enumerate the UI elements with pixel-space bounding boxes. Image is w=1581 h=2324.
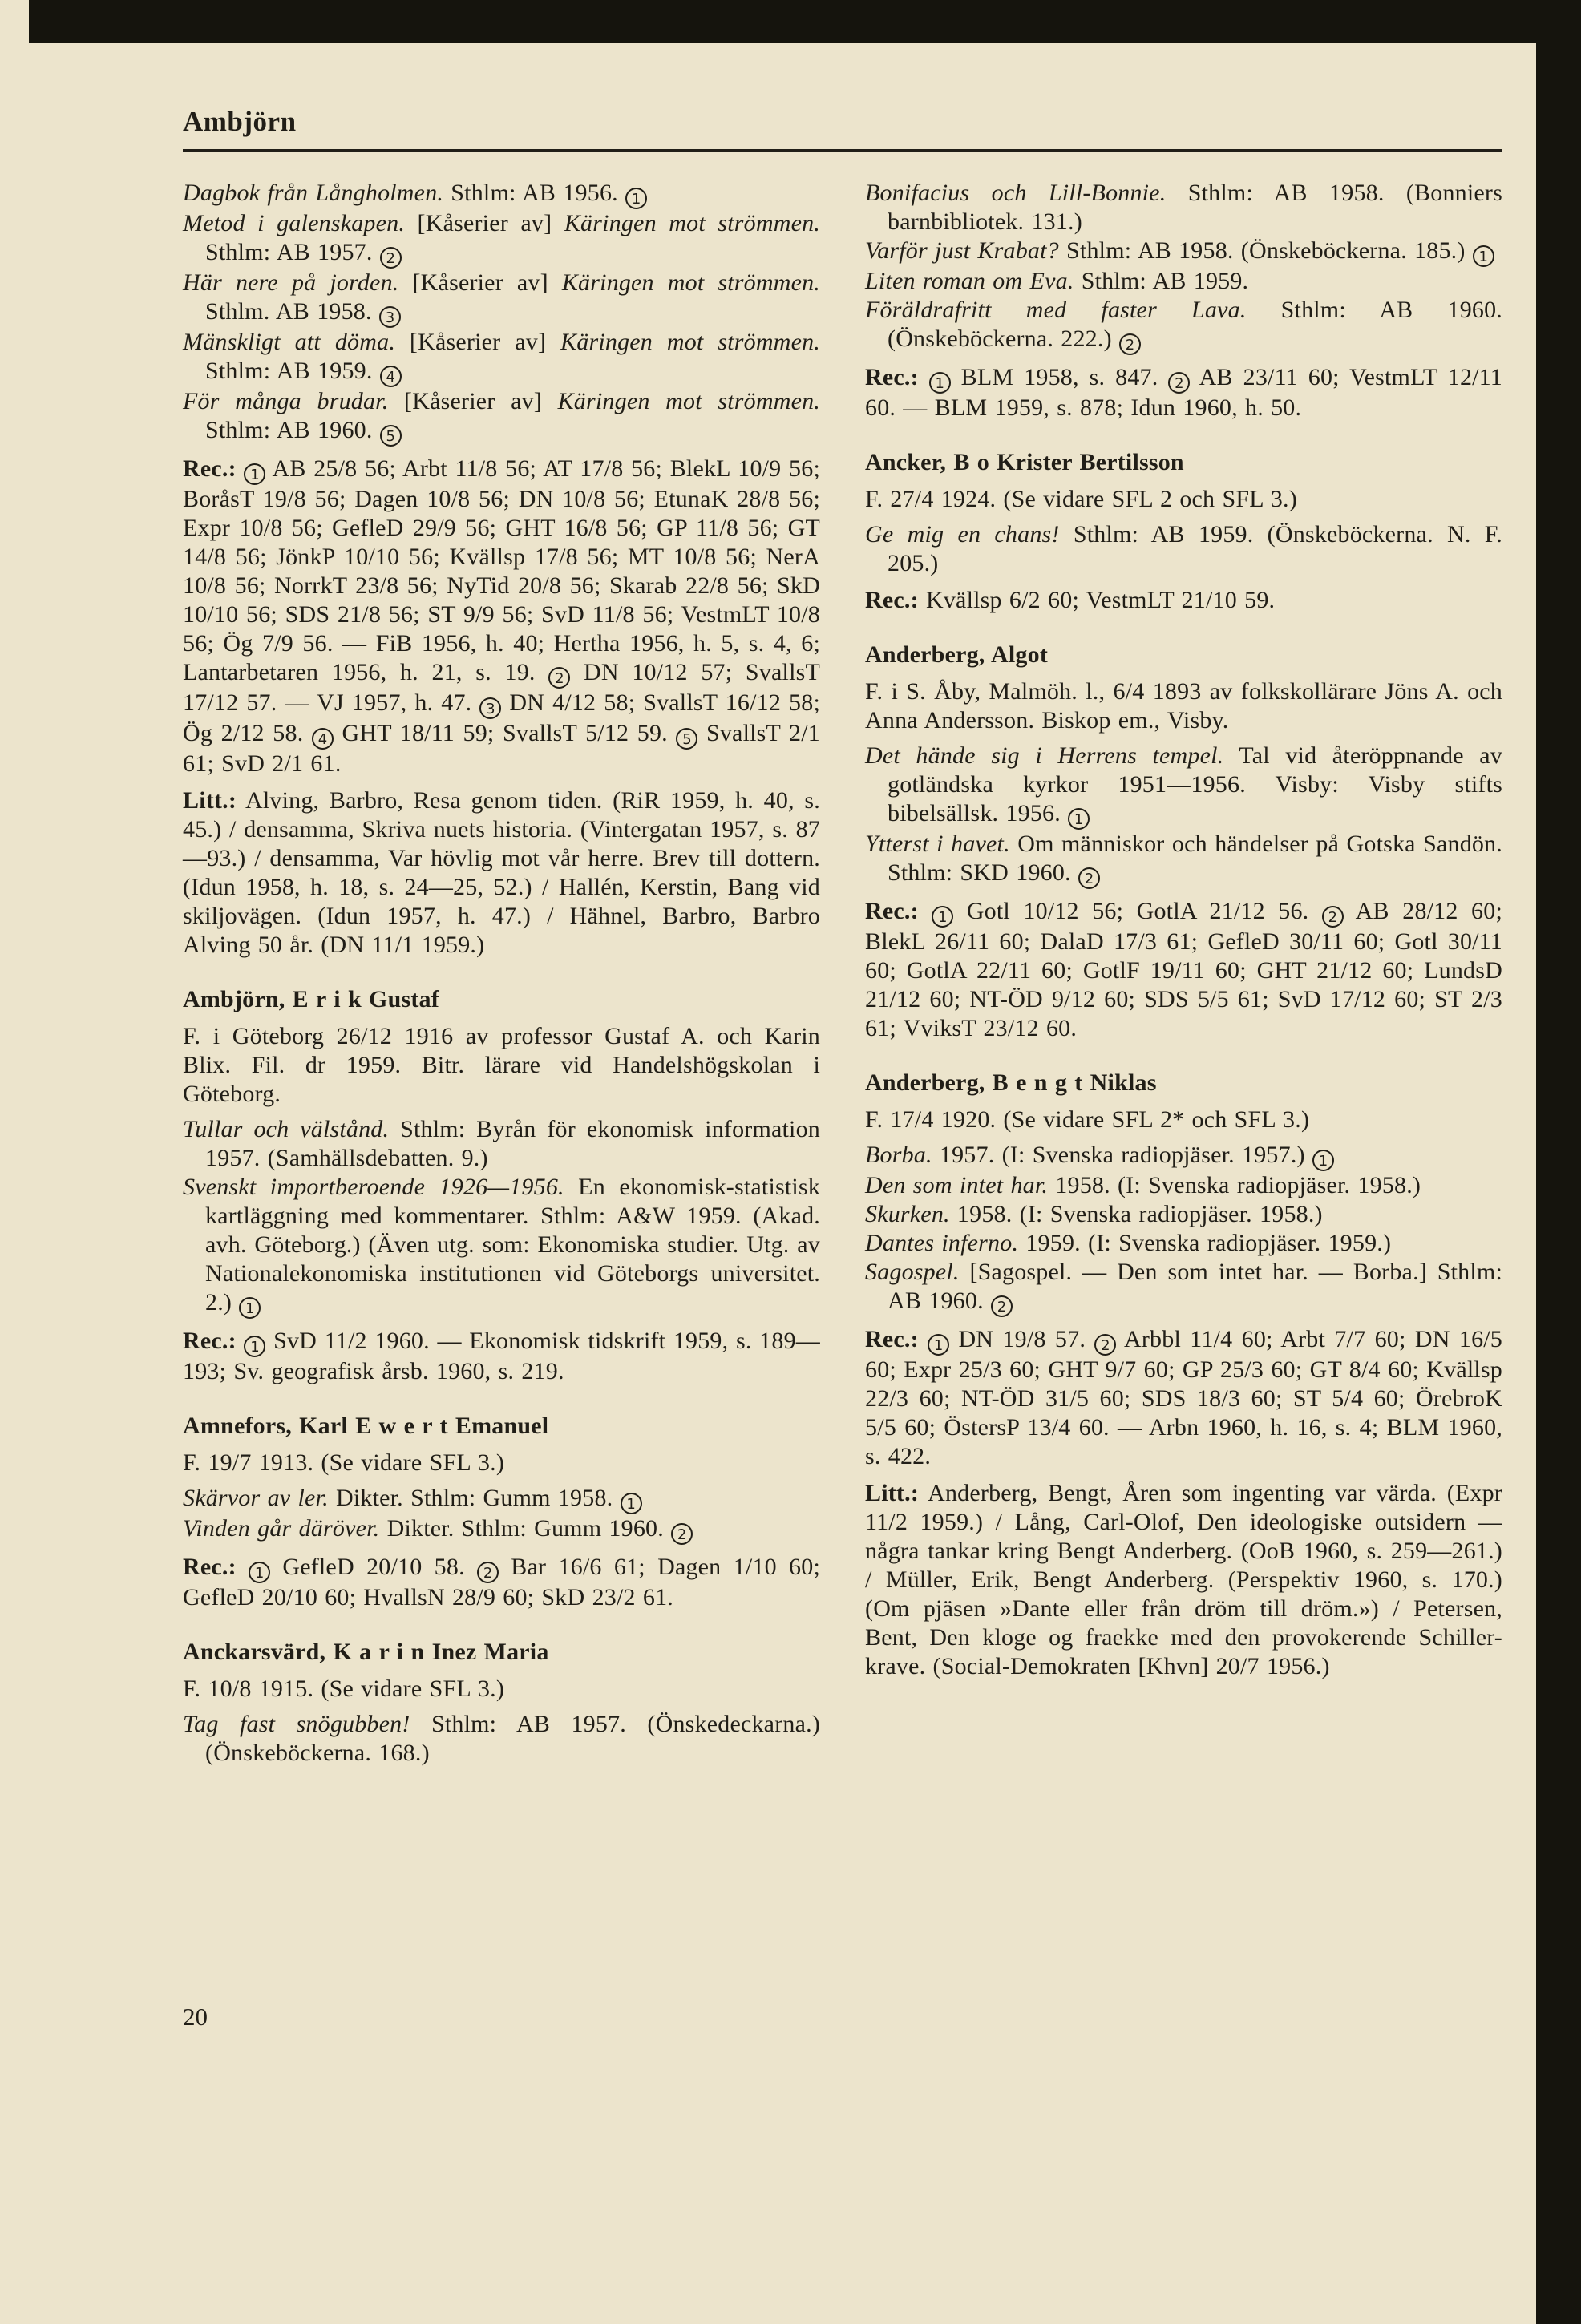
reviews-paragraph: Rec.: 1 BLM 1958, s. 847. 2 AB 23/11 60; VestmLT 12/11 60. — BLM 1959, s. 878; Idun 1960, h. 50. — [865, 364, 1502, 421]
work-entry: Skurken. 1958. (I: Svenska radiopjäser. 1958.) — [865, 1201, 1323, 1227]
circled-number-1: 1 — [239, 1297, 261, 1319]
work-entry: Vinden går däröver. Dikter. Sthlm: Gumm 1960. 2 — [183, 1514, 820, 1545]
circled-number-1: 1 — [249, 1562, 270, 1583]
circled-number-1: 1 — [928, 1334, 949, 1356]
biography-paragraph: F. 27/4 1924. (Se vidare SFL 2 och SFL 3.) — [865, 486, 1297, 512]
circled-number-2: 2 — [548, 667, 570, 689]
circled-number-1: 1 — [1312, 1150, 1334, 1171]
circled-number-4: 4 — [380, 366, 402, 387]
circled-number-5: 5 — [380, 425, 402, 447]
work-entry: Tullar och välstånd. Sthlm: Byrån för ekonomisk information 1957. (Samhällsdebatten. 9.) — [183, 1116, 820, 1171]
work-entry: Tag fast snögubben! Sthlm: AB 1957. (Önskedeckarna.) (Önskeböckerna. 168.) — [183, 1711, 820, 1766]
author-heading: Anderberg, Algot — [865, 641, 1049, 668]
work-entry: Bonifacius och Lill-Bonnie. Sthlm: AB 1958. (Bonniers barnbibliotek. 131.) — [865, 180, 1502, 235]
work-entry: Här nere på jorden. [Kåserier av] Käringen mot strömmen. Sthlm. AB 1958. 3 — [183, 269, 820, 326]
work-entry: Ytterst i havet. Om människor och händelser på Gotska Sandön. Sthlm: SKD 1960. 2 — [865, 831, 1503, 887]
reviews-paragraph: Rec.: 1 AB 25/8 56; Arbt 11/8 56; AT 17/8 56; BlekL 10/9 56; BoråsT 19/8 56; Dagen 10/8 56; DN 10/8 56; EtunaK 28/8 56; Expr 10/8 56; GefleD 29/9 56; GHT 16/8 56; GP 11/8 56; GT 14/8 56; JönkP 10/10 56; Kvällsp 17/8 56; MT 10/8 56; NerA 10/8 56; NorrkT 23/8 56; NyTid 20/8 56; Skarab 22/8 56; SkD 10/10 56; SDS 21/8 56; ST 9/9 56; SvD 11/8 56; VestmLT 10/8 56; Ög 7/9 56. — FiB 1956, h. 40; Hertha 1956, h. 5, s. 4, 6; Lantarbetaren 1956, h. 21, s. 19. 2 DN 10/12 57; SvallsT 17/12 57. — VJ 1957, h. 47. 3 DN 4/12 58; SvallsT 16/12 58; Ög 2/12 58. 4 GHT 18/11 59; SvallsT 5/12 59. 5 SvallsT 2/1 61; SvD 2/1 61. — [183, 455, 821, 777]
author-heading: Amnefors, Karl E w e r t Emanuel — [183, 1413, 549, 1439]
circled-number-5: 5 — [676, 728, 698, 750]
work-entry: Föräldrafritt med faster Lava. Sthlm: AB 1960. (Önskeböckerna. 222.) 2 — [865, 297, 1502, 354]
author-heading: Ancker, B o Krister Bertilsson — [865, 449, 1184, 475]
left-column — [183, 179, 820, 1768]
circled-number-1: 1 — [244, 463, 265, 485]
circled-number-2: 2 — [1119, 333, 1141, 355]
circled-number-2: 2 — [1094, 1334, 1116, 1356]
work-entry: Det hände sig i Herrens tempel. Tal vid återöppnande av gotländska kyrkor 1951—1956. Visby: Visby stifts bibelsällsk. 1956. 1 — [865, 742, 1502, 828]
biography-paragraph: F. 10/8 1915. (Se vidare SFL 3.) — [183, 1675, 505, 1702]
right-column — [865, 179, 1502, 1768]
literature-paragraph: Litt.: Anderberg, Bengt, Åren som ingenting var värda. (Expr 11/2 1959.) / Lång, Carl-Olof, Den ideologiske outsidern — några tankar kring Bengt Anderberg. (OoB 1960, s. 259—261.) / Müller, Erik, Bengt Anderberg. (Perspektiv 1960, s. 170.) (Om pjäsen »Dante eller från dröm till dröm.») / Petersen, Bent, Den kloge og fraekke med den provokerende Schiller-krave. (Social-Demokraten [Khvn] 20/7 1956.) — [865, 1480, 1502, 1679]
header-rule — [183, 149, 1502, 152]
reviews-paragraph: Rec.: 1 Gotl 10/12 56; GotlA 21/12 56. 2 AB 28/12 60; BlekL 26/11 60; DalaD 17/3 61; GefleD 30/11 60; Gotl 30/11 60; GotlA 22/11 60; GotlF 19/11 60; GHT 21/12 60; LundsD 21/12 60; NT-ÖD 9/12 60; SDS 5/5 61; SvD 17/12 60; ST 2/3 61; VviksT 23/12 60. — [865, 898, 1502, 1041]
two-column-text — [183, 179, 1502, 1768]
work-entry: Mänskligt att döma. [Kåserier av] Käringen mot strömmen. Sthlm: AB 1959. 4 — [183, 329, 820, 386]
work-entry: Svenskt importberoende 1926—1956. En ekonomisk-statistisk kartläggning med kommentarer. Sthlm: A&W 1959. (Akad. avh. Göteborg.) (Även utg. som: Ekonomiska studier. Utg. av Nationalekonomiska institutionen vid Göteborgs universitet. 2.) 1 — [183, 1174, 821, 1317]
reviews-paragraph: Rec.: 1 DN 19/8 57. 2 Arbbl 11/4 60; Arbt 7/7 60; DN 16/5 60; Expr 25/3 60; GHT 9/7 60; GP 25/3 60; GT 8/4 60; Kvällsp 22/3 60; NT-ÖD 31/5 60; SDS 18/3 60; ST 5/4 60; ÖrebroK 5/5 60; ÖstersP 13/4 60. — Arbn 1960, h. 16, s. 4; BLM 1960, s. 422. — [865, 1326, 1503, 1469]
work-entry: Den som intet har. 1958. (I: Svenska radiopjäser. 1958.) — [865, 1172, 1421, 1198]
work-entry: Dantes inferno. 1959. (I: Svenska radiopjäser. 1959.) — [865, 1230, 1392, 1256]
work-entry: Skärvor av ler. Dikter. Sthlm: Gumm 1958. 1 — [183, 1484, 820, 1514]
literature-paragraph: Litt.: Alving, Barbro, Resa genom tiden. (RiR 1959, h. 40, s. 45.) / densamma, Skriva nuets historia. (Vintergatan 1957, s. 87—93.) / densamma, Var hövlig mot vår herre. Brev till dottern. (Idun 1958, h. 18, s. 24—25, 52.) / Hallén, Kerstin, Bang vid skiljovägen. (Idun 1957, h. 47.) / Hähnel, Barbro, Barbro Alving 50 år. (DN 11/1 1959.) — [183, 787, 820, 958]
biography-paragraph: F. 17/4 1920. (Se vidare SFL 2* och SFL 3.) — [865, 1106, 1310, 1133]
circled-number-1: 1 — [244, 1336, 265, 1357]
page-content — [183, 106, 1502, 1768]
biography-paragraph: F. i S. Åby, Malmöh. l., 6/4 1893 av folkskollärare Jöns A. och Anna Andersson. Biskop em., Visby. — [865, 678, 1502, 734]
work-entry: För många brudar. [Kåserier av] Käringen mot strömmen. Sthlm: AB 1960. 5 — [183, 388, 820, 445]
circled-number-2: 2 — [1078, 867, 1100, 889]
circled-number-1: 1 — [621, 1493, 642, 1514]
circled-number-2: 2 — [1168, 372, 1190, 394]
biography-paragraph: F. 19/7 1913. (Se vidare SFL 3.) — [183, 1449, 505, 1476]
work-entry: Borba. 1957. (I: Svenska radiopjäser. 1957.) 1 — [865, 1141, 1502, 1171]
circled-number-1: 1 — [1068, 808, 1090, 830]
work-entry: Dagbok från Långholmen. Sthlm: AB 1956. 1 — [183, 179, 820, 209]
page-number: 20 — [183, 2003, 208, 2031]
circled-number-1: 1 — [929, 372, 951, 394]
circled-number-1: 1 — [1473, 245, 1494, 267]
circled-number-3: 3 — [479, 697, 501, 719]
running-header: Ambjörn — [183, 106, 297, 137]
work-entry: Sagospel. [Sagospel. — Den som intet har. — Borba.] Sthlm: AB 1960. 2 — [865, 1259, 1502, 1316]
circled-number-2: 2 — [671, 1523, 693, 1545]
reviews-paragraph: Rec.: 1 SvD 11/2 1960. — Ekonomisk tidskrift 1959, s. 189—193; Sv. geografisk årsb. 1960, s. 219. — [183, 1328, 820, 1384]
reviews-paragraph: Rec.: 1 GefleD 20/10 58. 2 Bar 16/6 61; Dagen 1/10 60; GefleD 20/10 60; HvallsN 28/9 60; SkD 23/2 61. — [183, 1554, 820, 1611]
reviews-paragraph: Rec.: Kvällsp 6/2 60; VestmLT 21/10 59. — [865, 587, 1276, 613]
author-heading: Anderberg, B e n g t Niklas — [865, 1069, 1157, 1096]
scan-edge-top — [29, 0, 1581, 43]
biography-paragraph: F. i Göteborg 26/12 1916 av professor Gustaf A. och Karin Blix. Fil. dr 1959. Bitr. lärare vid Handelshögskolan i Göteborg. — [183, 1023, 820, 1107]
work-entry: Metod i galenskapen. [Kåserier av] Käringen mot strömmen. Sthlm: AB 1957. 2 — [183, 210, 820, 267]
circled-number-2: 2 — [380, 247, 402, 269]
circled-number-2: 2 — [991, 1295, 1013, 1317]
author-heading: Ambjörn, E r i k Gustaf — [183, 986, 439, 1012]
circled-number-2: 2 — [1322, 906, 1344, 928]
circled-number-2: 2 — [477, 1562, 499, 1583]
circled-number-3: 3 — [379, 306, 401, 328]
work-entry: Varför just Krabat? Sthlm: AB 1958. (Önskeböckerna. 185.) 1 — [865, 236, 1502, 267]
scan-edge-right — [1536, 0, 1581, 2324]
work-entry: Liten roman om Eva. Sthlm: AB 1959. — [865, 268, 1249, 294]
circled-number-1: 1 — [932, 906, 953, 928]
author-heading: Anckarsvärd, K a r i n Inez Maria — [183, 1639, 549, 1665]
circled-number-4: 4 — [312, 728, 334, 750]
circled-number-1: 1 — [625, 188, 647, 209]
work-entry: Ge mig en chans! Sthlm: AB 1959. (Önskeböckerna. N. F. 205.) — [865, 521, 1502, 576]
